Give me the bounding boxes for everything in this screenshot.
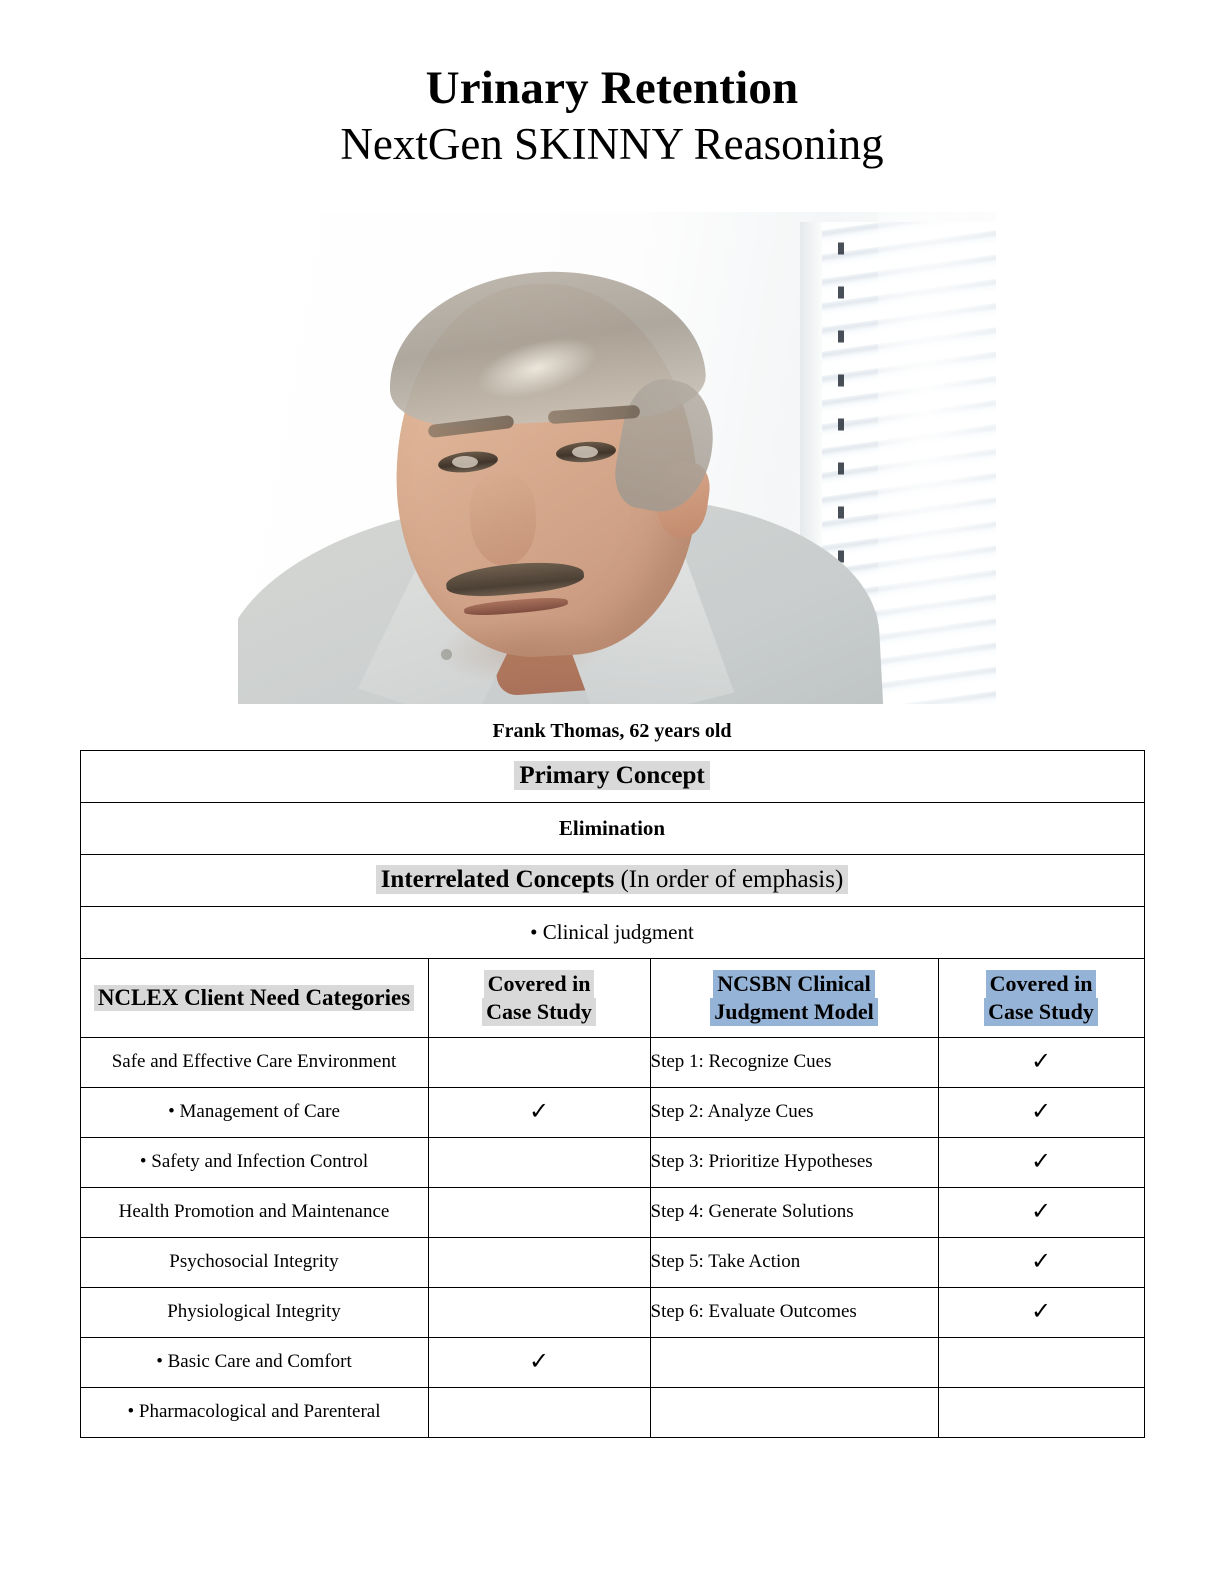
page-title [0,0,1224,170]
table-header-row [80,958,1144,1037]
category-label: • Pharmacological and Parenteral [80,1387,428,1437]
interrelated-concepts-items-row [80,906,1144,958]
step-covered-mark [938,1387,1144,1437]
step-covered-mark [938,1337,1144,1387]
step-covered-mark: ✓ [938,1087,1144,1137]
patient-photo-container [0,212,1224,704]
category-label: • Basic Care and Comfort [80,1337,428,1387]
step-covered-mark: ✓ [938,1037,1144,1087]
eye-highlight-left [452,456,478,468]
category-covered-mark [428,1137,650,1187]
category-covered-mark [428,1037,650,1087]
interrelated-concepts-label [376,865,849,894]
primary-concept-label-row [80,750,1144,802]
interrelated-concept-item: • Clinical judgment [80,906,1144,958]
step-covered-mark: ✓ [938,1137,1144,1187]
table-row [80,1387,1144,1437]
table-row [80,1337,1144,1387]
header-nclex-categories [80,958,428,1037]
table-row [80,1087,1144,1137]
window-light-glow [878,212,996,704]
header-nclex-categories-label: NCLEX Client Need Categories [94,985,414,1011]
chin-shadow [436,610,610,688]
category-label: Safe and Effective Care Environment [80,1037,428,1087]
header-covered-case-study-left [428,958,650,1037]
header-covered-case-study-right [938,958,1144,1037]
concept-table [80,750,1145,1438]
step-covered-mark: ✓ [938,1287,1144,1337]
interrelated-concepts-bold: Interrelated Concepts [380,866,615,894]
step-label [650,1337,938,1387]
category-covered-mark [428,1237,650,1287]
category-covered-mark [428,1287,650,1337]
header-covered-left-line1: Covered in [484,970,595,998]
title-line-1: Urinary Retention [425,62,799,114]
patient-photo [238,212,996,704]
title-line-2: NextGen SKINNY Reasoning [340,118,884,169]
header-covered-right-line2: Case Study [984,998,1098,1026]
header-ncsbn-model [650,958,938,1037]
interrelated-concepts-label-row [80,854,1144,906]
primary-concept-label: Primary Concept [514,761,709,790]
header-ncsbn-line1: NCSBN Clinical [713,970,874,998]
header-covered-left-line2: Case Study [482,998,596,1026]
step-label: Step 4: Generate Solutions [650,1187,938,1237]
step-covered-mark: ✓ [938,1187,1144,1237]
step-label: Step 1: Recognize Cues [650,1037,938,1087]
primary-concept-value-row [80,802,1144,854]
table-row [80,1187,1144,1237]
primary-concept-label-cell [80,750,1144,802]
primary-concept-value: Elimination [80,802,1144,854]
step-label: Step 5: Take Action [650,1237,938,1287]
eye-highlight-right [572,446,598,458]
step-label: Step 3: Prioritize Hypotheses [650,1137,938,1187]
interrelated-concepts-normal: (In order of emphasis) [614,866,844,894]
category-label: • Safety and Infection Control [80,1137,428,1187]
header-ncsbn-line2: Judgment Model [710,998,878,1026]
category-covered-mark [428,1387,650,1437]
table-row [80,1287,1144,1337]
category-covered-mark: ✓ [428,1337,650,1387]
table-row [80,1037,1144,1087]
interrelated-concepts-label-cell [80,854,1144,906]
category-label: Physiological Integrity [80,1287,428,1337]
header-covered-right-line1: Covered in [986,970,1097,998]
step-covered-mark: ✓ [938,1237,1144,1287]
step-label: Step 6: Evaluate Outcomes [650,1287,938,1337]
category-covered-mark: ✓ [428,1087,650,1137]
category-covered-mark [428,1187,650,1237]
step-label [650,1387,938,1437]
table-row [80,1137,1144,1187]
photo-caption: Frank Thomas, 62 years old [492,719,732,742]
step-label: Step 2: Analyze Cues [650,1087,938,1137]
table-row [80,1237,1144,1287]
category-label: Psychosocial Integrity [80,1237,428,1287]
category-label: Health Promotion and Maintenance [80,1187,428,1237]
category-label: • Management of Care [80,1087,428,1137]
